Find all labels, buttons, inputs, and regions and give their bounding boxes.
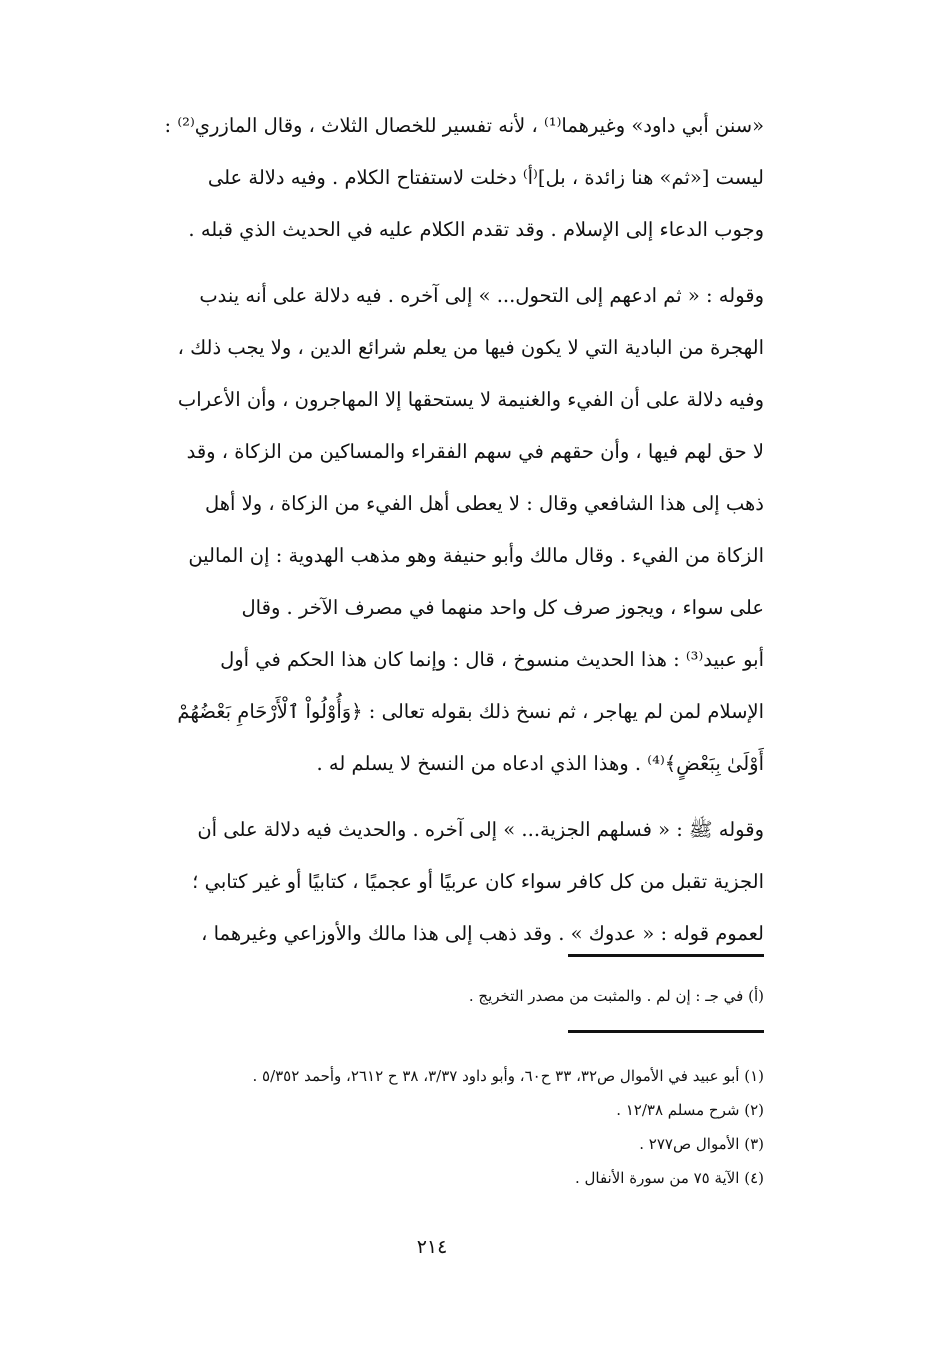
text-line: «سنن أبي داود» وغيرهما⁽¹⁾ ، لأنه تفسير للخصال الثلاث ، وقال المازري⁽²⁾ : — [164, 114, 764, 137]
text-line: أَوْلَىٰ بِبَعْضٍ﴾⁽⁴⁾ . وهذا الذي ادعاه من النسخ لا يسلم له . — [316, 752, 764, 775]
text-line: الجزية تقبل من كل كافر سواء كان عربيًا أو عجميًا ، كتابيًا أو غير كتابي ؛ — [192, 870, 764, 893]
text-line: الزكاة من الفيء . وقال مالك وأبو حنيفة وهو مذهب الهدوية : إن المالين — [188, 544, 764, 567]
paragraph-gap — [92, 790, 764, 804]
text-line: وفيه دلالة على أن الفيء والغنيمة لا يستحقها إلا المهاجرون ، وأن الأعراب — [177, 388, 764, 411]
text-line: لعموم قوله : « عدوك » . وقد ذهب إلى هذا مالك والأوزاعي وغيرهما ، — [201, 922, 764, 945]
footnote: (٢) شرح مسلم ١٢/٣٨ . — [616, 1101, 764, 1119]
footnote-variant: (أ) في جـ : إن لم . والمثبت من مصدر التخريج . — [468, 987, 764, 1005]
main-text — [92, 100, 764, 960]
text-line: وقوله ﷺ : « فسلهم الجزية... » إلى آخره . والحديث فيه دلالة على أن — [197, 818, 764, 841]
footnote: (٤) الآية ٧٥ من سورة الأنفال . — [574, 1169, 764, 1187]
text-line: وجوب الدعاء إلى الإسلام . وقد تقدم الكلام عليه في الحديث الذي قبله . — [188, 218, 764, 241]
footnote-divider — [568, 1030, 764, 1033]
page-number: ٢١٤ — [416, 1236, 448, 1258]
footnote: (١) أبو عبيد في الأموال ص٣٢، ٣٣ ح٦٠، وأبو داود ٣/٣٧، ٣٨ ح ٢٦١٢، وأحمد ٥/٣٥٢ . — [252, 1067, 764, 1085]
text-line: الإسلام لمن لم يهاجر ، ثم نسخ ذلك بقوله تعالى : ﴿وَأُوْلُواْ ٱلْأَرْحَامِ بَعْضُهُمْ — [177, 700, 764, 723]
text-line: لا حق لهم فيها ، وأن حقهم في سهم الفقراء والمساكين من الزكاة ، وقد — [186, 440, 764, 463]
text-line: على سواء ، ويجوز صرف كل واحد منهما في مصرف الآخر . وقال — [241, 596, 764, 619]
footnote-divider — [568, 954, 764, 957]
text-line: وقوله : « ثم ادعهم إلى التحول... » إلى آخره . فيه دلالة على أنه يندب — [199, 284, 764, 307]
paragraph-gap — [92, 256, 764, 270]
footnote: (٣) الأموال ص٢٧٧ . — [639, 1135, 764, 1153]
text-line: ذهب إلى هذا الشافعي وقال : لا يعطى أهل الفيء من الزكاة ، ولا أهل — [204, 492, 764, 515]
text-line: أبو عبيد⁽³⁾ : هذا الحديث منسوخ ، قال : وإنما كان هذا الحكم في أول — [220, 648, 764, 671]
text-line: الهجرة من البادية التي لا يكون فيها من يعلم شرائع الدين ، ولا يجب ذلك ، — [177, 336, 764, 359]
text-line: ليست [«ثم» هنا زائدة ، بل]⁽أ⁾ دخلت لاستفتاح الكلام . وفيه دلالة على — [207, 166, 764, 189]
